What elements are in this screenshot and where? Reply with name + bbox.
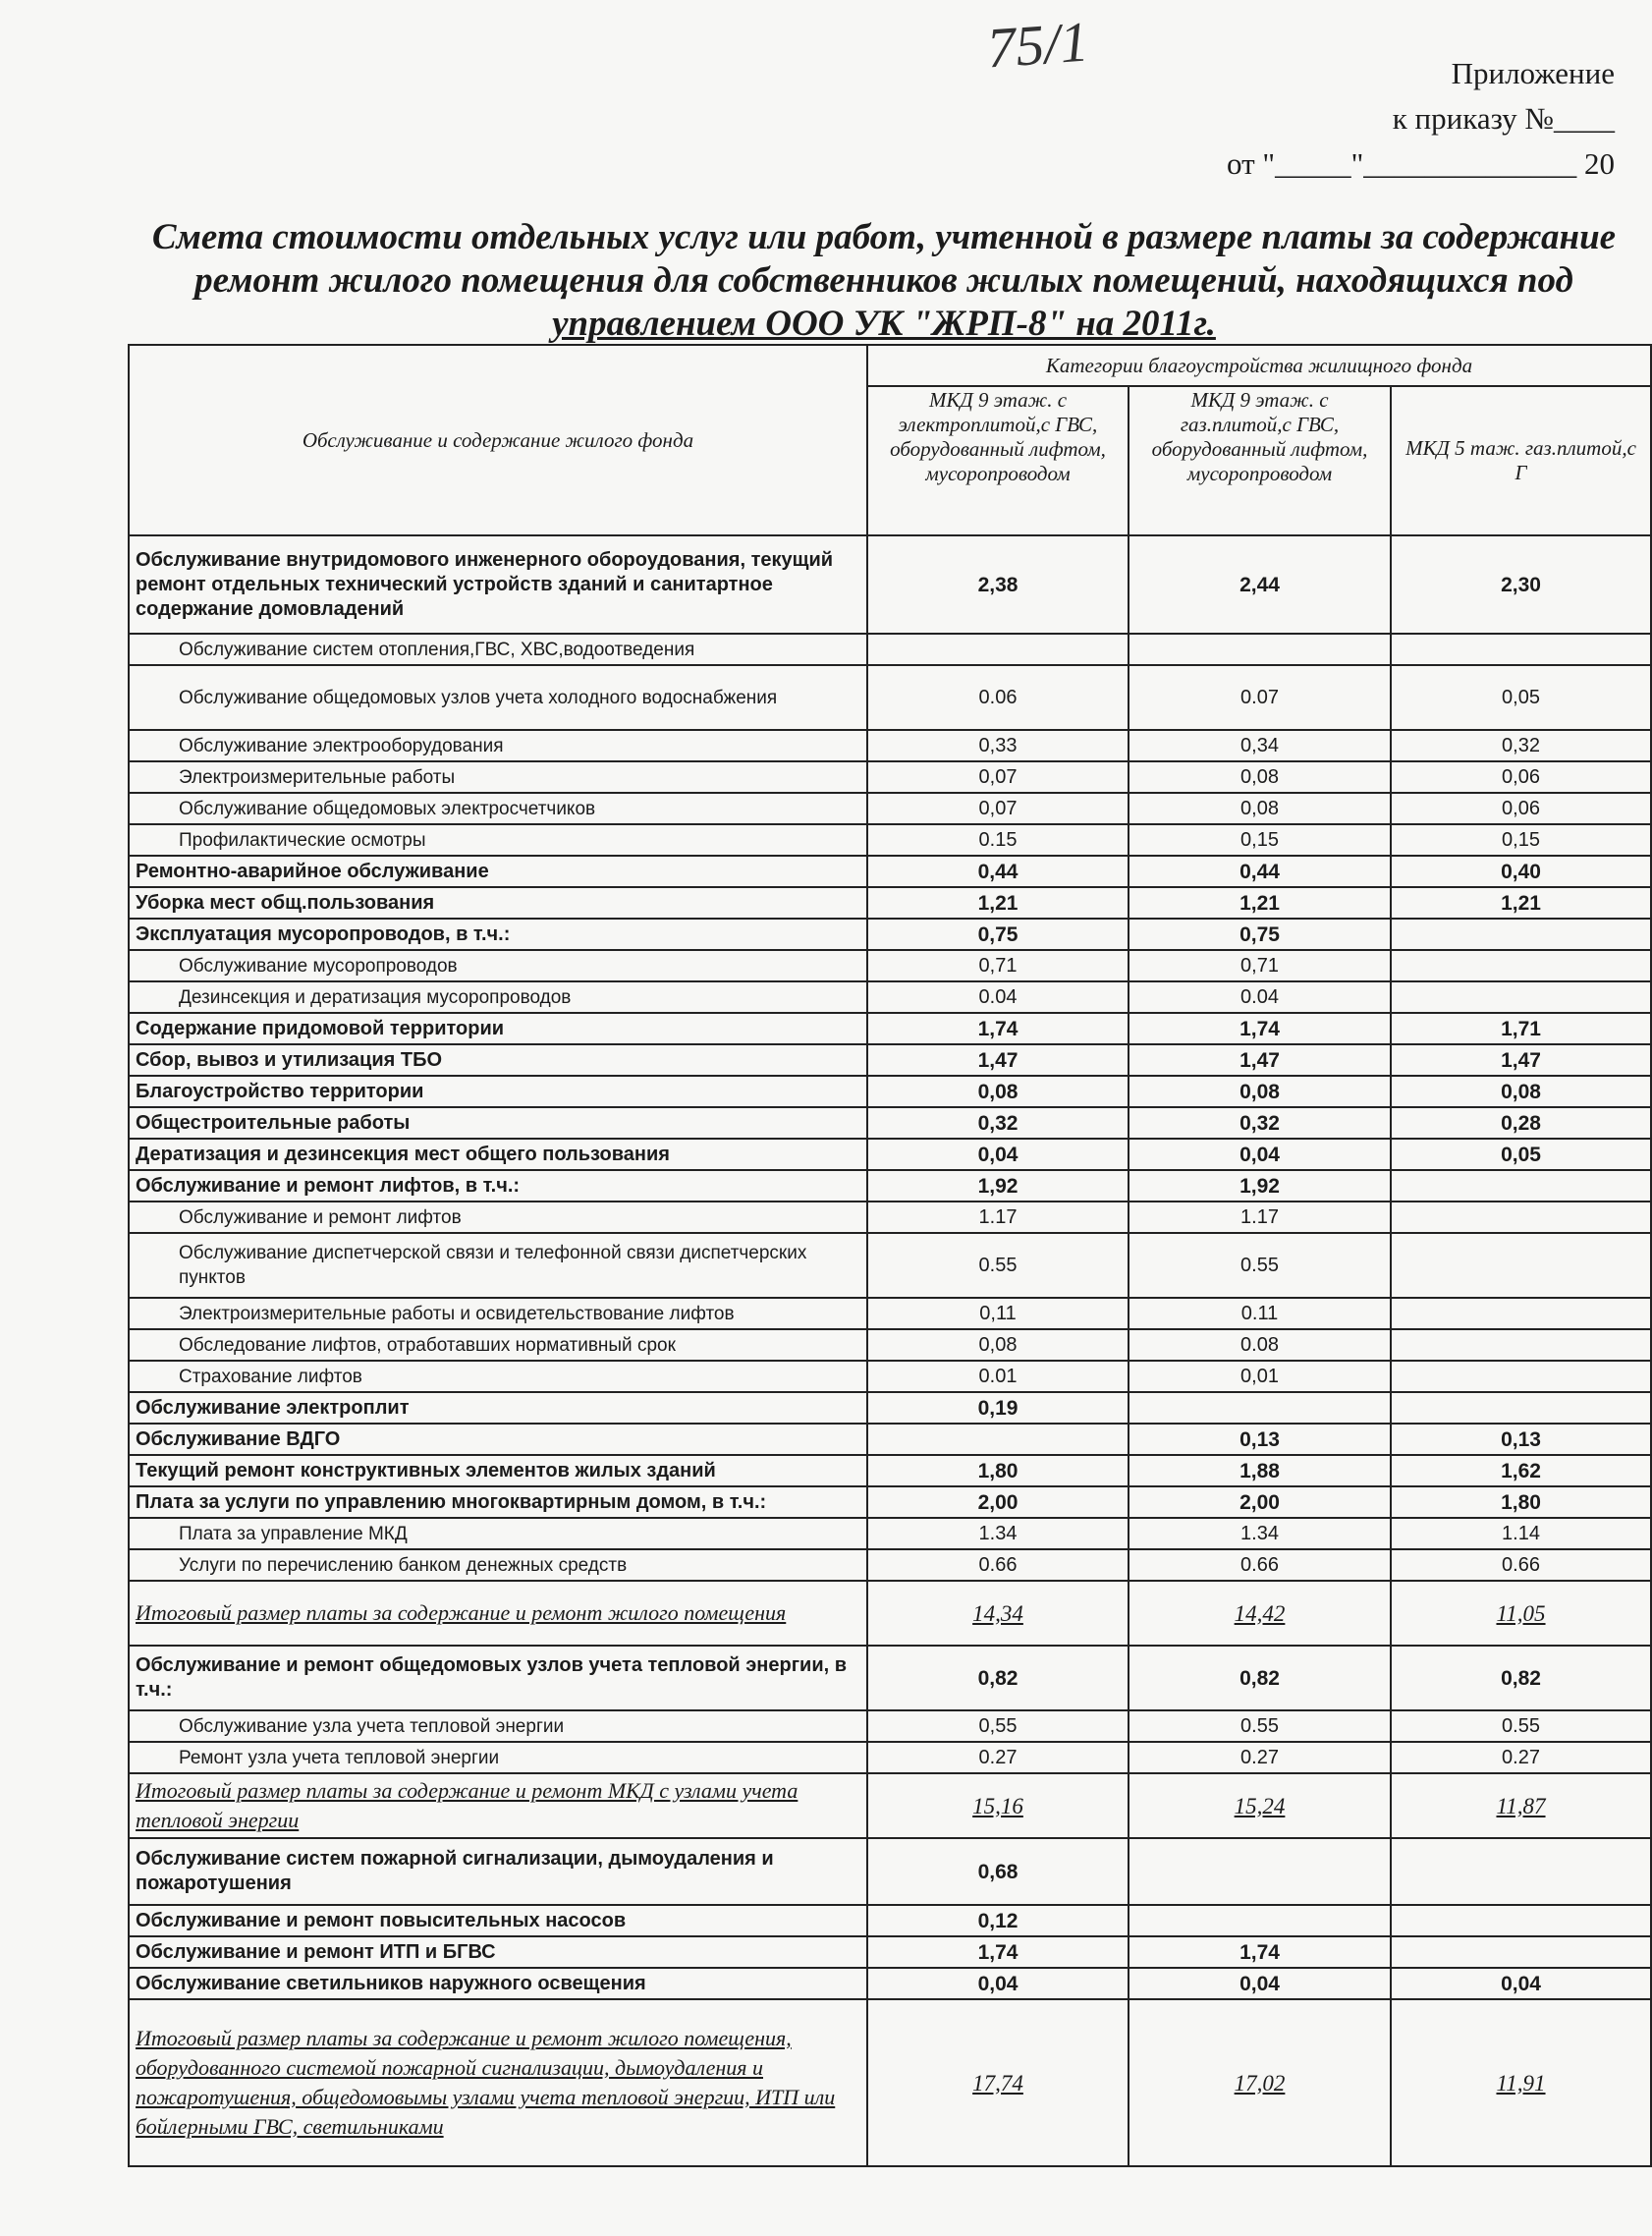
- value-col-2: 0.27: [1129, 1742, 1391, 1773]
- value-col-3: 1,47: [1391, 1044, 1651, 1076]
- value-col-3: [1391, 1170, 1651, 1202]
- value-col-2: 2,00: [1129, 1486, 1391, 1518]
- value-col-2: 0,13: [1129, 1424, 1391, 1455]
- value-col-1: 1,74: [867, 1013, 1129, 1044]
- value-col-2: 0,04: [1129, 1968, 1391, 1999]
- row-label: Обслуживание и ремонт лифтов, в т.ч.:: [129, 1170, 867, 1202]
- row-label: Обслуживание светильников наружного освещения: [129, 1968, 867, 1999]
- header-col-2: МКД 9 этаж. с газ.плитой,с ГВС, оборудованный лифтом, мусоропроводом: [1129, 386, 1391, 535]
- value-col-1: 0.01: [867, 1361, 1129, 1392]
- row-label: Обслуживание и ремонт лифтов: [129, 1202, 867, 1233]
- value-col-3: [1391, 1392, 1651, 1424]
- value-col-2: 0,01: [1129, 1361, 1391, 1392]
- table-row: [129, 1107, 1651, 1139]
- value-col-1: 1,47: [867, 1044, 1129, 1076]
- value-col-2: 0,08: [1129, 793, 1391, 824]
- value-col-2: 0,75: [1129, 919, 1391, 950]
- value-col-2: 2,44: [1129, 535, 1391, 634]
- value-col-3: 11,05: [1391, 1581, 1651, 1646]
- table-row: [129, 1139, 1651, 1170]
- value-col-1: 0.27: [867, 1742, 1129, 1773]
- table-row: [129, 665, 1651, 730]
- value-col-3: [1391, 1233, 1651, 1298]
- value-col-1: 0.55: [867, 1233, 1129, 1298]
- row-label: Обслуживание внутридомового инженерного обороудования, текущий ремонт отдельных технический устройств зданий и санитартное содержание домовладений: [129, 535, 867, 634]
- value-col-3: 1,71: [1391, 1013, 1651, 1044]
- handwritten-note: 75/1: [984, 9, 1091, 81]
- value-col-2: 15,24: [1129, 1773, 1391, 1838]
- value-col-3: [1391, 1329, 1651, 1361]
- row-label: Электроизмерительные работы: [129, 761, 867, 793]
- appendix-header: [1065, 51, 1615, 187]
- table-row: [129, 1581, 1651, 1646]
- value-col-2: 0.08: [1129, 1329, 1391, 1361]
- value-col-2: 1,74: [1129, 1013, 1391, 1044]
- table-row: [129, 761, 1651, 793]
- order-number-line: к приказу №____: [1392, 101, 1615, 136]
- value-col-1: 1,74: [867, 1936, 1129, 1968]
- row-label: Обслуживание и ремонт ИТП и БГВС: [129, 1936, 867, 1968]
- row-label: Обслуживание систем отопления,ГВС, ХВС,водоотведения: [129, 634, 867, 665]
- row-label: Услуги по перечислению банком денежных средств: [129, 1549, 867, 1581]
- row-label: Обслуживание узла учета тепловой энергии: [129, 1710, 867, 1742]
- value-col-3: 0,05: [1391, 1139, 1651, 1170]
- table-row: [129, 634, 1651, 665]
- table-row: [129, 730, 1651, 761]
- value-col-1: 1,92: [867, 1170, 1129, 1202]
- value-col-3: 0.27: [1391, 1742, 1651, 1773]
- row-label: Обслуживание мусоропроводов: [129, 950, 867, 981]
- header-col-3: МКД 5 таж. газ.плитой,с Г: [1391, 386, 1651, 535]
- value-col-1: 0,82: [867, 1646, 1129, 1710]
- value-col-2: 0,08: [1129, 761, 1391, 793]
- row-label: Эксплуатация мусоропроводов, в т.ч.:: [129, 919, 867, 950]
- value-col-1: 0,12: [867, 1905, 1129, 1936]
- table-row: [129, 1170, 1651, 1202]
- value-col-2: 0,04: [1129, 1139, 1391, 1170]
- value-col-2: 14,42: [1129, 1581, 1391, 1646]
- value-col-3: 0.66: [1391, 1549, 1651, 1581]
- value-col-2: 0.55: [1129, 1233, 1391, 1298]
- value-col-2: 0,15: [1129, 824, 1391, 856]
- value-col-3: [1391, 1202, 1651, 1233]
- value-col-1: 0.15: [867, 824, 1129, 856]
- table-row: [129, 1361, 1651, 1392]
- table-row: [129, 793, 1651, 824]
- value-col-3: 0,04: [1391, 1968, 1651, 1999]
- value-col-1: 1,80: [867, 1455, 1129, 1486]
- value-col-1: 0,44: [867, 856, 1129, 887]
- value-col-3: 0,08: [1391, 1076, 1651, 1107]
- row-label: Общестроительные работы: [129, 1107, 867, 1139]
- value-col-3: 0,82: [1391, 1646, 1651, 1710]
- row-label: Обслуживание диспетчерской связи и телефонной связи диспетчерских пунктов: [129, 1233, 867, 1298]
- value-col-1: 0,71: [867, 950, 1129, 981]
- table-row: [129, 1486, 1651, 1518]
- table-row: [129, 1076, 1651, 1107]
- table-row: [129, 1329, 1651, 1361]
- value-col-1: 0,07: [867, 761, 1129, 793]
- value-col-3: 1.14: [1391, 1518, 1651, 1549]
- value-col-2: [1129, 1392, 1391, 1424]
- value-col-2: 0,08: [1129, 1076, 1391, 1107]
- value-col-3: [1391, 1905, 1651, 1936]
- table-row: [129, 1646, 1651, 1710]
- value-col-2: 0,32: [1129, 1107, 1391, 1139]
- table-row: [129, 1044, 1651, 1076]
- value-col-1: 0,19: [867, 1392, 1129, 1424]
- row-label: Итоговый размер платы за содержание и ремонт МКД с узлами учета тепловой энергии: [129, 1773, 867, 1838]
- cost-estimate-table: [128, 344, 1652, 2167]
- row-label: Обследование лифтов, отработавших нормативный срок: [129, 1329, 867, 1361]
- value-col-2: 1,47: [1129, 1044, 1391, 1076]
- value-col-2: 1,21: [1129, 887, 1391, 919]
- value-col-1: 0,07: [867, 793, 1129, 824]
- row-label: Обслуживание систем пожарной сигнализации, дымоудаления и пожаротушения: [129, 1838, 867, 1905]
- value-col-1: 0,68: [867, 1838, 1129, 1905]
- row-label: Дезинсекция и дератизация мусоропроводов: [129, 981, 867, 1013]
- value-col-3: [1391, 1936, 1651, 1968]
- table-row: [129, 1424, 1651, 1455]
- value-col-3: 0,28: [1391, 1107, 1651, 1139]
- value-col-2: 0.04: [1129, 981, 1391, 1013]
- value-col-1: [867, 634, 1129, 665]
- value-col-2: 0,71: [1129, 950, 1391, 981]
- value-col-2: 1,92: [1129, 1170, 1391, 1202]
- document-title: [147, 216, 1621, 346]
- table-row: [129, 887, 1651, 919]
- table-row: [129, 1905, 1651, 1936]
- table-row: [129, 1999, 1651, 2166]
- row-label: Электроизмерительные работы и освидетельствование лифтов: [129, 1298, 867, 1329]
- row-label: Ремонтно-аварийное обслуживание: [129, 856, 867, 887]
- row-label: Обслуживание общедомовых узлов учета холодного водоснабжения: [129, 665, 867, 730]
- header-col-1: МКД 9 этаж. с электроплитой,с ГВС, оборудованный лифтом, мусоропроводом: [867, 386, 1129, 535]
- row-label: Обслуживание электрооборудования: [129, 730, 867, 761]
- header-category: Категории благоустройства жилищного фонда: [867, 345, 1651, 386]
- appendix-title: Приложение: [1451, 56, 1615, 90]
- table-header-row-1: [129, 345, 1651, 386]
- value-col-2: 0.55: [1129, 1710, 1391, 1742]
- order-date-line: от "_____"______________ 20: [1227, 146, 1615, 181]
- header-service-column: Обслуживание и содержание жилого фонда: [129, 345, 867, 535]
- table-row: [129, 824, 1651, 856]
- value-col-1: 0,11: [867, 1298, 1129, 1329]
- value-col-1: 0.66: [867, 1549, 1129, 1581]
- row-label: Профилактические осмотры: [129, 824, 867, 856]
- value-col-1: 0,75: [867, 919, 1129, 950]
- value-col-2: 0,34: [1129, 730, 1391, 761]
- table-body: [129, 345, 1651, 2166]
- table-row: [129, 1710, 1651, 1742]
- value-col-2: [1129, 1905, 1391, 1936]
- title-line-3: управлением ООО УК "ЖРП-8" на 2011г.: [552, 304, 1216, 344]
- table-row: [129, 1518, 1651, 1549]
- value-col-1: 0.06: [867, 665, 1129, 730]
- table-row: [129, 856, 1651, 887]
- value-col-3: [1391, 919, 1651, 950]
- title-line-1: Смета стоимости отдельных услуг или работ, учтенной в размере платы за содержание: [151, 217, 1617, 257]
- value-col-1: 0,55: [867, 1710, 1129, 1742]
- table-row: [129, 1202, 1651, 1233]
- value-col-3: 2,30: [1391, 535, 1651, 634]
- value-col-3: 0.55: [1391, 1710, 1651, 1742]
- value-col-1: 2,38: [867, 535, 1129, 634]
- row-label: Страхование лифтов: [129, 1361, 867, 1392]
- value-col-3: 11,91: [1391, 1999, 1651, 2166]
- value-col-3: 0,13: [1391, 1424, 1651, 1455]
- table-row: [129, 1392, 1651, 1424]
- value-col-1: 1.34: [867, 1518, 1129, 1549]
- value-col-3: 1,62: [1391, 1455, 1651, 1486]
- row-label: Обслуживание и ремонт повысительных насосов: [129, 1905, 867, 1936]
- row-label: Плата за управление МКД: [129, 1518, 867, 1549]
- value-col-1: 0,08: [867, 1329, 1129, 1361]
- row-label: Дератизация и дезинсекция мест общего пользования: [129, 1139, 867, 1170]
- value-col-2: [1129, 634, 1391, 665]
- row-label: Обслуживание электроплит: [129, 1392, 867, 1424]
- value-col-1: 0,08: [867, 1076, 1129, 1107]
- table-row: [129, 535, 1651, 634]
- row-label: Итоговый размер платы за содержание и ремонт жилого помещения, оборудованного системой пожарной сигнализации, дымоудаления и пожаротушения, общедомовымы узлами учета тепловой энергии, ИТП или бойлерными ГВС, светильниками: [129, 1999, 867, 2166]
- table-row: [129, 1013, 1651, 1044]
- row-label: Обслуживание ВДГО: [129, 1424, 867, 1455]
- value-col-1: 17,74: [867, 1999, 1129, 2166]
- row-label: Благоустройство территории: [129, 1076, 867, 1107]
- value-col-2: 0,44: [1129, 856, 1391, 887]
- value-col-3: [1391, 1361, 1651, 1392]
- value-col-2: 17,02: [1129, 1999, 1391, 2166]
- value-col-1: 14,34: [867, 1581, 1129, 1646]
- value-col-1: 0,33: [867, 730, 1129, 761]
- table-row: [129, 919, 1651, 950]
- value-col-3: 0,06: [1391, 761, 1651, 793]
- value-col-1: 2,00: [867, 1486, 1129, 1518]
- value-col-2: 1.34: [1129, 1518, 1391, 1549]
- value-col-3: 11,87: [1391, 1773, 1651, 1838]
- row-label: Итоговый размер платы за содержание и ремонт жилого помещения: [129, 1581, 867, 1646]
- table-row: [129, 1549, 1651, 1581]
- row-label: Ремонт узла учета тепловой энергии: [129, 1742, 867, 1773]
- value-col-1: 1.17: [867, 1202, 1129, 1233]
- value-col-1: 1,21: [867, 887, 1129, 919]
- row-label: Содержание придомовой территории: [129, 1013, 867, 1044]
- value-col-3: [1391, 1298, 1651, 1329]
- value-col-3: 0,15: [1391, 824, 1651, 856]
- table-row: [129, 1838, 1651, 1905]
- value-col-1: 15,16: [867, 1773, 1129, 1838]
- value-col-3: [1391, 950, 1651, 981]
- value-col-2: [1129, 1838, 1391, 1905]
- value-col-1: 0.04: [867, 981, 1129, 1013]
- value-col-2: 0,82: [1129, 1646, 1391, 1710]
- table-row: [129, 1455, 1651, 1486]
- row-label: Обслуживание и ремонт общедомовых узлов учета тепловой энергии, в т.ч.:: [129, 1646, 867, 1710]
- table-row: [129, 950, 1651, 981]
- value-col-2: 1,74: [1129, 1936, 1391, 1968]
- value-col-2: 0.07: [1129, 665, 1391, 730]
- value-col-3: 1,80: [1391, 1486, 1651, 1518]
- value-col-1: 0,32: [867, 1107, 1129, 1139]
- value-col-2: 0.11: [1129, 1298, 1391, 1329]
- row-label: Обслуживание общедомовых электросчетчиков: [129, 793, 867, 824]
- value-col-1: 0,04: [867, 1139, 1129, 1170]
- table-row: [129, 1233, 1651, 1298]
- row-label: Уборка мест общ.пользования: [129, 887, 867, 919]
- title-line-2: ремонт жилого помещения для собственников жилых помещений, находящихся под: [194, 260, 1573, 301]
- row-label: Текущий ремонт конструктивных элементов жилых зданий: [129, 1455, 867, 1486]
- value-col-3: [1391, 634, 1651, 665]
- table-row: [129, 1742, 1651, 1773]
- value-col-2: 0.66: [1129, 1549, 1391, 1581]
- table-row: [129, 981, 1651, 1013]
- table-row: [129, 1936, 1651, 1968]
- value-col-3: 0,05: [1391, 665, 1651, 730]
- value-col-1: [867, 1424, 1129, 1455]
- row-label: Сбор, вывоз и утилизация ТБО: [129, 1044, 867, 1076]
- value-col-2: 1,88: [1129, 1455, 1391, 1486]
- row-label: Плата за услуги по управлению многоквартирным домом, в т.ч.:: [129, 1486, 867, 1518]
- table-row: [129, 1298, 1651, 1329]
- value-col-3: [1391, 1838, 1651, 1905]
- value-col-3: 1,21: [1391, 887, 1651, 919]
- value-col-3: 0,06: [1391, 793, 1651, 824]
- value-col-3: 0,40: [1391, 856, 1651, 887]
- table-row: [129, 1773, 1651, 1838]
- value-col-1: 0,04: [867, 1968, 1129, 1999]
- value-col-2: 1.17: [1129, 1202, 1391, 1233]
- value-col-3: [1391, 981, 1651, 1013]
- value-col-3: 0,32: [1391, 730, 1651, 761]
- table-row: [129, 1968, 1651, 1999]
